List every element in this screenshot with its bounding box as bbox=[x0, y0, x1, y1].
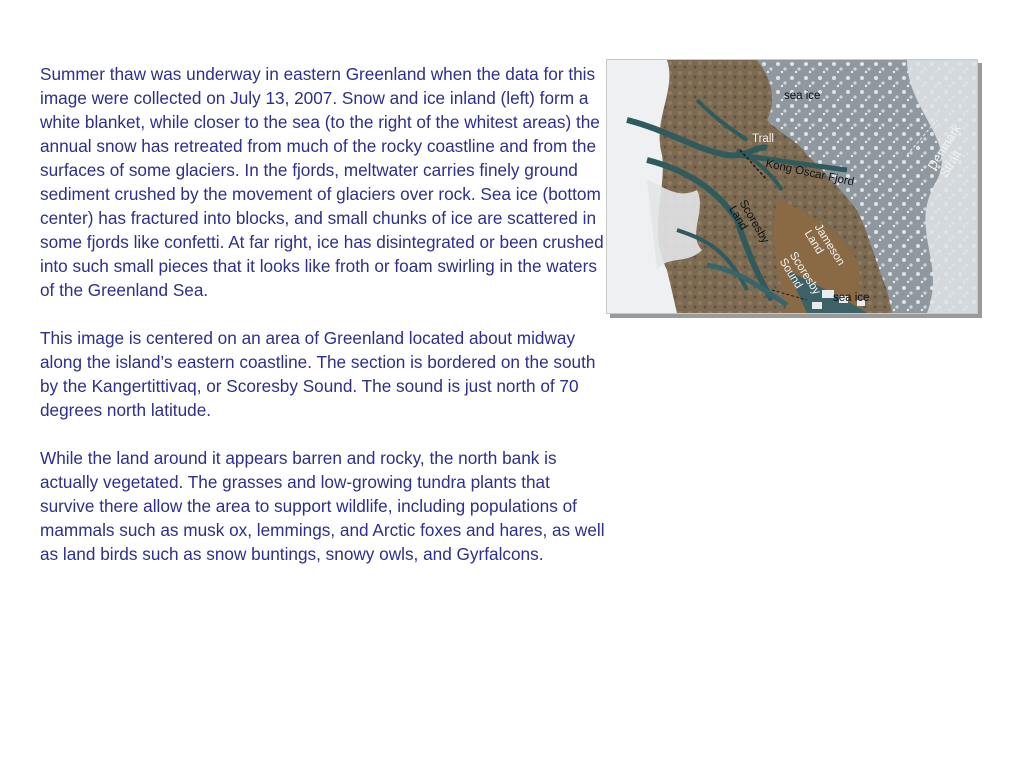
label-sea-ice-top: sea ice bbox=[784, 90, 821, 102]
label-scoresby-sound: Scoresby Sound bbox=[776, 250, 823, 298]
label-kong-oscar-fjord: Kong Oscar Fjord bbox=[764, 158, 856, 189]
paragraph-summer-thaw: Summer thaw was underway in eastern Greenland when the data for this image were collected on July 13, 2007. Snow and ice inland (left) form a white blanket, while closer to the sea (to the right of the whitest areas) the annual snow has retreated from much of the rocky coastline and from the surfaces of some glaciers. In the fjords, meltwater carries finely ground sediment crushed by the movement of glaciers over rock. Sea ice (bottom center) has fractured into blocks, and small chunks of ice are scattered in some fjords like confetti. At far right, ice has disintegrated or been crushed into such small pieces that it looks like froth or foam swirling in the waters of the Greenland Sea. bbox=[40, 64, 604, 300]
paragraph-location: This image is centered on an area of Greenland located about midway along the island’s eastern coastline. The section is bordered on the south by the Kangertittivaq, or Scoresby Sound. The sound is just north of 70 degrees north latitude. bbox=[40, 328, 596, 420]
label-sea-ice-bottom: sea ice bbox=[833, 292, 870, 304]
label-scoresby-land: Scoresby Land bbox=[726, 198, 771, 246]
label-denmark-strait: Denmark Strait bbox=[925, 121, 965, 180]
label-jameson-land: Jameson Land bbox=[801, 222, 847, 268]
article-text bbox=[40, 62, 606, 590]
satellite-map bbox=[606, 59, 978, 314]
paragraph-wildlife: While the land around it appears barren and rocky, the north bank is actually vegetated. The grasses and low-growing tundra plants that survive there allow the area to support wildlife, including populations of mammals such as musk ox, lemmings, and Arctic foxes and hares, as well as land birds such as snow buntings, snowy owls, and Gyrfalcons. bbox=[40, 448, 605, 564]
label-trall: Trall bbox=[752, 133, 774, 145]
